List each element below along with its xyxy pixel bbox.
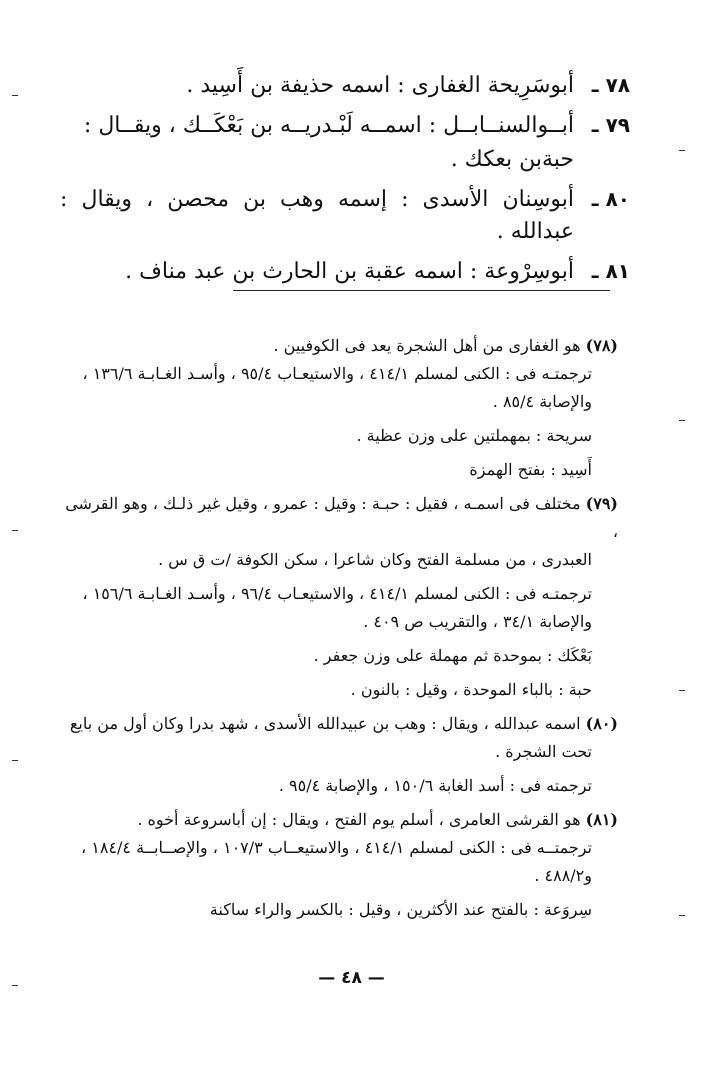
footnote-79 bbox=[60, 490, 618, 546]
margin-mark bbox=[12, 985, 18, 986]
footnote-text: هو الغفارى من أهل الشجرة يعد فى الكوفيين . bbox=[273, 336, 581, 355]
footnote-81 bbox=[60, 806, 618, 834]
footnote-text: اسمه عبدالله ، ويقال : وهب بن عبيدالله الأسدى ، شهد بدرا وكان أول من بايع bbox=[69, 714, 581, 733]
footnote-divider bbox=[233, 290, 610, 291]
margin-mark bbox=[679, 150, 685, 151]
footnote-line: ترجمته فى : أسد الغابة ١٥٠/٦ ، والإصابة ٩٥/٤ . bbox=[278, 776, 592, 795]
footnote-line: بَعْكَك : بموحدة ثم مهملة على وزن جعفر . bbox=[313, 646, 592, 665]
footnote-line: أَسِيد : بفتح الهمزة bbox=[469, 460, 592, 479]
main-entries bbox=[60, 70, 630, 296]
footnote-line: ترجمتـه فى : الكنى لمسلم ٤١٤/١ ، والاستيعـاب ٩٥/٤ ، وأسـد الغـابـة ١٣٦/٦ ، bbox=[82, 364, 592, 383]
footnote-line: تحت الشجرة . bbox=[495, 742, 592, 761]
footnote-line: حبة : بالباء الموحدة ، وقيل : بالنون . bbox=[350, 680, 592, 699]
margin-mark bbox=[12, 760, 18, 761]
entry-79 bbox=[60, 110, 630, 142]
footnote-label: (٨١) bbox=[585, 810, 618, 829]
entry-number: ٧٨ ـ bbox=[591, 73, 630, 97]
entry-continuation: حبةبن بعكك . bbox=[450, 147, 574, 172]
margin-mark bbox=[679, 915, 685, 916]
footnote-label: (٧٩) bbox=[585, 494, 618, 513]
footnote-text: هو القرشى العامرى ، أسلم يوم الفتح ، ويقال : إن أباسروعة أخوه . bbox=[137, 810, 581, 829]
page-number: — ٤٨ — bbox=[318, 968, 385, 988]
footnote-line: العبدرى ، من مسلمة الفتح وكان شاعرا ، سكن الكوفة /ت ق س . bbox=[158, 550, 592, 569]
margin-mark bbox=[12, 95, 18, 96]
entry-78 bbox=[60, 70, 630, 102]
entry-number: ٨٠ ـ bbox=[591, 187, 630, 211]
footnote-line: ترجمتـه فى : الكنى لمسلم ٤١٤/١ ، والاستيعـاب ٩٦/٤ ، وأسـد الغـابـة ١٥٦/٦ ، bbox=[82, 584, 592, 603]
footnote-78 bbox=[60, 332, 618, 360]
footnote-line: والإصابة ٣٤/١ ، والتقريب ص ٤٠٩ . bbox=[363, 612, 592, 631]
footnote-label: (٨٠) bbox=[585, 714, 618, 733]
entry-text: أبوسِنان الأسدى : إسمه وهب بن محصن ، ويقال : عبدالله . bbox=[60, 187, 574, 244]
footnote-line: ترجمتــه فى : الكنى لمسلم ٤١٤/١ ، والاستيعــاب ١٠٧/٣ ، والإصــابــة ١٨٤/٤ ، bbox=[81, 838, 592, 857]
footnote-line: سريحة : بمهملتين على وزن عظية . bbox=[356, 426, 592, 445]
entry-text: أبــوالسنــابــل : اسمــه لَبْـدريــه بن بَعْكَــك ، ويقــال : bbox=[83, 113, 574, 138]
footnote-80 bbox=[60, 710, 618, 738]
footnote-line: والإصابة ٨٥/٤ . bbox=[492, 392, 592, 411]
entry-80 bbox=[60, 184, 630, 248]
margin-mark bbox=[679, 690, 685, 691]
footnote-line: و٤٨٨/٢ . bbox=[534, 866, 592, 885]
entry-text: أبوسِرْوعة : اسمه عقبة بن الحارث بن عبد مناف . bbox=[125, 259, 574, 284]
margin-mark bbox=[679, 420, 685, 421]
footnote-line: سِروَعة : بالفتح عند الأكثرين ، وقيل : بالكسر والراء ساكنة bbox=[209, 900, 592, 919]
footnotes bbox=[60, 330, 618, 930]
margin-mark bbox=[12, 530, 18, 531]
entry-number: ٨١ ـ bbox=[591, 259, 630, 283]
entry-number: ٧٩ ـ bbox=[591, 113, 630, 137]
entry-text: أبوسَرِيحة الغفارى : اسمه حذيفة بن أَسِيد . bbox=[186, 73, 574, 98]
footnote-text: مختلف فى اسمـه ، فقيل : حبـة : وقيل : عمرو ، وقيل غير ذلـك ، وهو القرشى ، bbox=[65, 494, 618, 541]
entry-81 bbox=[60, 256, 630, 288]
footnote-label: (٧٨) bbox=[585, 336, 618, 355]
